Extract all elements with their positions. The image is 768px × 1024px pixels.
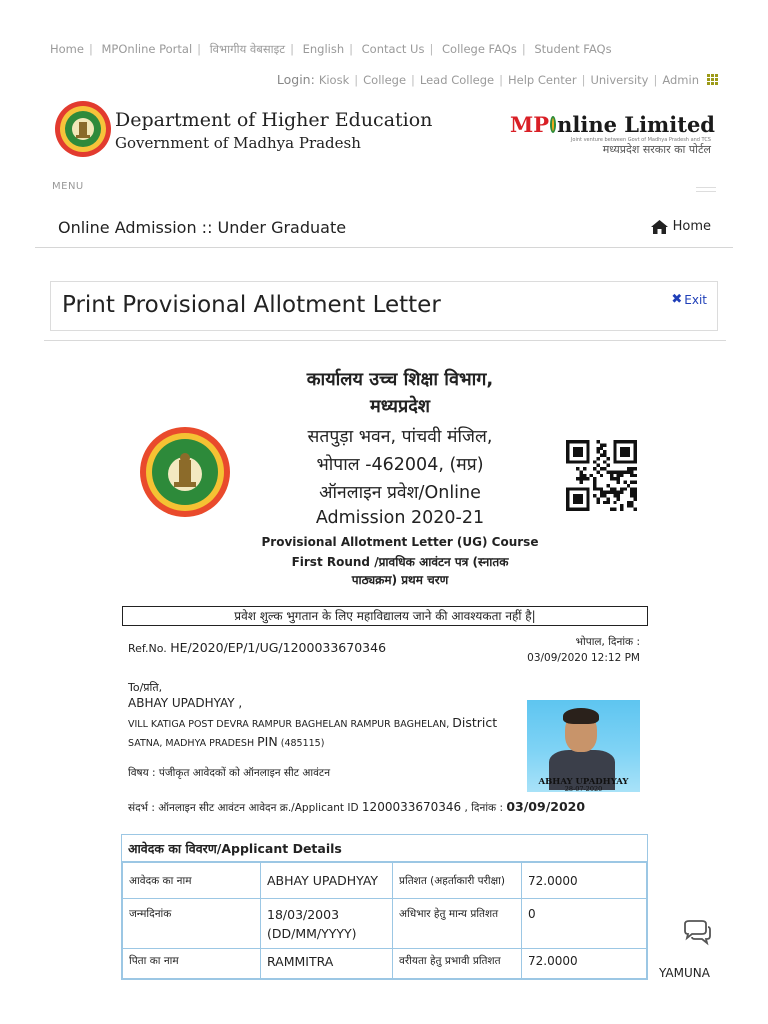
photo-caption-name: ABHAY UPADHYAY <box>538 777 629 787</box>
nav-separator: | <box>290 42 294 56</box>
letter-date <box>527 634 640 666</box>
nav-separator: | <box>349 42 353 56</box>
nav-separator: | <box>429 42 434 56</box>
dob-format: (DD/MM/YYYY) <box>267 926 357 941</box>
mponline-brand-rest: nline Limited <box>557 112 715 137</box>
mp-emblem-logo[interactable] <box>54 100 112 158</box>
cell-value: 72.0000 <box>522 863 647 899</box>
address-text: VILL KATIGA POST DEVRA RAMPUR BAGHELAN RAMPUR BAGHELAN, <box>128 719 450 730</box>
login-separator: | <box>411 72 415 87</box>
nav-english[interactable]: English <box>302 42 345 56</box>
table-row <box>123 899 647 949</box>
course-line-2: First Round /प्रावधिक आवंटन पत्र (स्नातक <box>291 555 509 569</box>
table-row <box>123 949 647 979</box>
date-label: भोपाल, दिनांक : <box>575 636 640 648</box>
side-label: YAMUNA <box>659 966 710 980</box>
nav-college-faqs[interactable]: College FAQs <box>442 42 517 56</box>
hamburger-icon[interactable] <box>696 187 716 195</box>
address-line-4: Admission 2020-21 <box>315 508 485 528</box>
apps-grid-icon[interactable] <box>707 74 718 85</box>
reference-label: संदर्भ : ऑनलाइन सीट आवंटन आवेदन क्र./Applicant ID <box>128 802 359 814</box>
cell-value: ABHAY UPADHYAY <box>261 863 393 899</box>
district-label: District <box>452 715 498 730</box>
cell-value: RAMMITRA <box>261 949 393 979</box>
course-line-1: Provisional Allotment Letter (UG) Course <box>261 535 539 549</box>
login-kiosk[interactable]: Kiosk <box>318 72 350 87</box>
mp-state-emblem <box>139 426 231 518</box>
address-line-3: ऑनलाइन प्रवेश/Online <box>319 483 481 503</box>
login-university[interactable]: University <box>590 72 649 87</box>
nav-separator: | <box>521 42 526 56</box>
login-row <box>277 72 718 87</box>
office-line-2: मध्यप्रदेश <box>369 396 430 417</box>
login-lead-college[interactable]: Lead College <box>419 72 495 87</box>
pin-value: (485115) <box>280 738 325 749</box>
address-text: SATNA, MADHYA PRADESH <box>128 738 255 749</box>
applicant-details-header: आवेदक का विवरण/Applicant Details <box>122 835 647 862</box>
reference-date: 03/09/2020 <box>506 799 586 814</box>
page-title: Print Provisional Allotment Letter <box>62 292 441 318</box>
page-title-panel <box>50 281 718 331</box>
nav-separator: | <box>197 42 202 56</box>
recipient-name: ABHAY UPADHYAY , <box>128 696 243 710</box>
cell-label: अधिभार हेतु मान्य प्रतिशत <box>393 899 522 949</box>
chat-icon[interactable] <box>682 920 712 946</box>
address-line-1: सतपुड़ा भवन, पांचवी मंजिल, <box>307 427 493 447</box>
cell-value <box>261 899 393 949</box>
reference-number <box>128 640 386 655</box>
login-separator: | <box>354 72 359 87</box>
exit-label: Exit <box>684 292 707 307</box>
office-line-1: कार्यालय उच्च शिक्षा विभाग, <box>306 369 494 390</box>
department-title: Department of Higher Education <box>115 109 433 131</box>
close-icon: ✖ <box>671 292 683 307</box>
nav-home[interactable]: Home <box>50 42 84 56</box>
cell-value: 0 <box>522 899 647 949</box>
mponline-brand-mp: MP <box>510 112 550 137</box>
login-admin[interactable]: Admin <box>662 72 699 87</box>
reference-line <box>128 799 585 815</box>
dob-value: 18/03/2003 <box>267 907 340 922</box>
section-bar <box>35 210 733 248</box>
login-label: Login: <box>276 72 315 87</box>
applicant-photo <box>527 700 640 792</box>
home-link-label: Home <box>672 219 711 234</box>
mponline-tagline: Joint venture between Govt of Madhya Pradesh and TCS <box>570 137 711 143</box>
department-subtitle: Government of Madhya Pradesh <box>115 134 361 152</box>
fee-notice: प्रवेश शुल्क भुगतान के लिए महाविद्यालय जाने की आवश्यकता नहीं है| <box>122 606 648 626</box>
reference-date-label: , दिनांक : <box>464 802 503 814</box>
globe-icon <box>550 116 556 133</box>
home-link[interactable] <box>651 219 711 234</box>
subject-line: विषय : पंजीकृत आवेदकों को ऑनलाइन सीट आवंटन <box>128 767 331 779</box>
top-nav <box>50 42 612 57</box>
divider <box>44 340 726 341</box>
cell-value: 72.0000 <box>522 949 647 979</box>
date-value: 03/09/2020 12:12 PM <box>527 652 640 664</box>
nav-mponline-portal[interactable]: MPOnline Portal <box>101 42 193 56</box>
pin-label: PIN <box>257 734 278 749</box>
applicant-details-table <box>121 834 648 980</box>
course-line-3: पाठ्यक्रम) प्रथम चरण <box>351 573 449 587</box>
cell-label: वरीयता हेतु प्रभावी प्रतिशत <box>393 949 522 979</box>
login-separator: | <box>499 72 503 87</box>
recipient-address-line-1 <box>128 715 497 730</box>
home-icon <box>651 220 668 234</box>
applicant-id: 1200033670346 <box>361 800 462 814</box>
address-line-2: भोपाल -462004, (मप्र) <box>316 455 484 475</box>
table-row <box>123 863 647 899</box>
login-separator: | <box>581 72 586 87</box>
menu-label[interactable]: MENU <box>52 181 84 192</box>
mponline-hindi-tagline: मध्यप्रदेश सरकार का पोर्टल <box>602 143 711 156</box>
login-separator: | <box>653 72 658 87</box>
to-label: To/प्रति, <box>128 681 163 694</box>
nav-separator: | <box>88 42 93 56</box>
cell-label: पिता का नाम <box>123 949 261 979</box>
cell-label: जन्मदिनांक <box>123 899 261 949</box>
ref-label: Ref.No. <box>128 642 167 655</box>
mponline-logo[interactable] <box>510 112 715 158</box>
nav-student-faqs[interactable]: Student FAQs <box>534 42 612 56</box>
login-help-center[interactable]: Help Center <box>507 72 577 87</box>
exit-button[interactable] <box>671 292 707 307</box>
ref-value: HE/2020/EP/1/UG/1200033670346 <box>170 640 387 655</box>
nav-contact-us[interactable]: Contact Us <box>361 42 425 56</box>
breadcrumb: Online Admission :: Under Graduate <box>58 218 347 237</box>
photo-caption-date: 28-07-2020 <box>564 785 603 792</box>
login-college[interactable]: College <box>363 72 407 87</box>
cell-label: प्रतिशत (अहर्ताकारी परीक्षा) <box>393 863 522 899</box>
qr-code <box>566 436 637 515</box>
nav-department-website[interactable]: विभागीय वेबसाइट <box>209 42 286 56</box>
cell-label: आवेदक का नाम <box>123 863 261 899</box>
recipient-address-line-2 <box>128 734 324 749</box>
